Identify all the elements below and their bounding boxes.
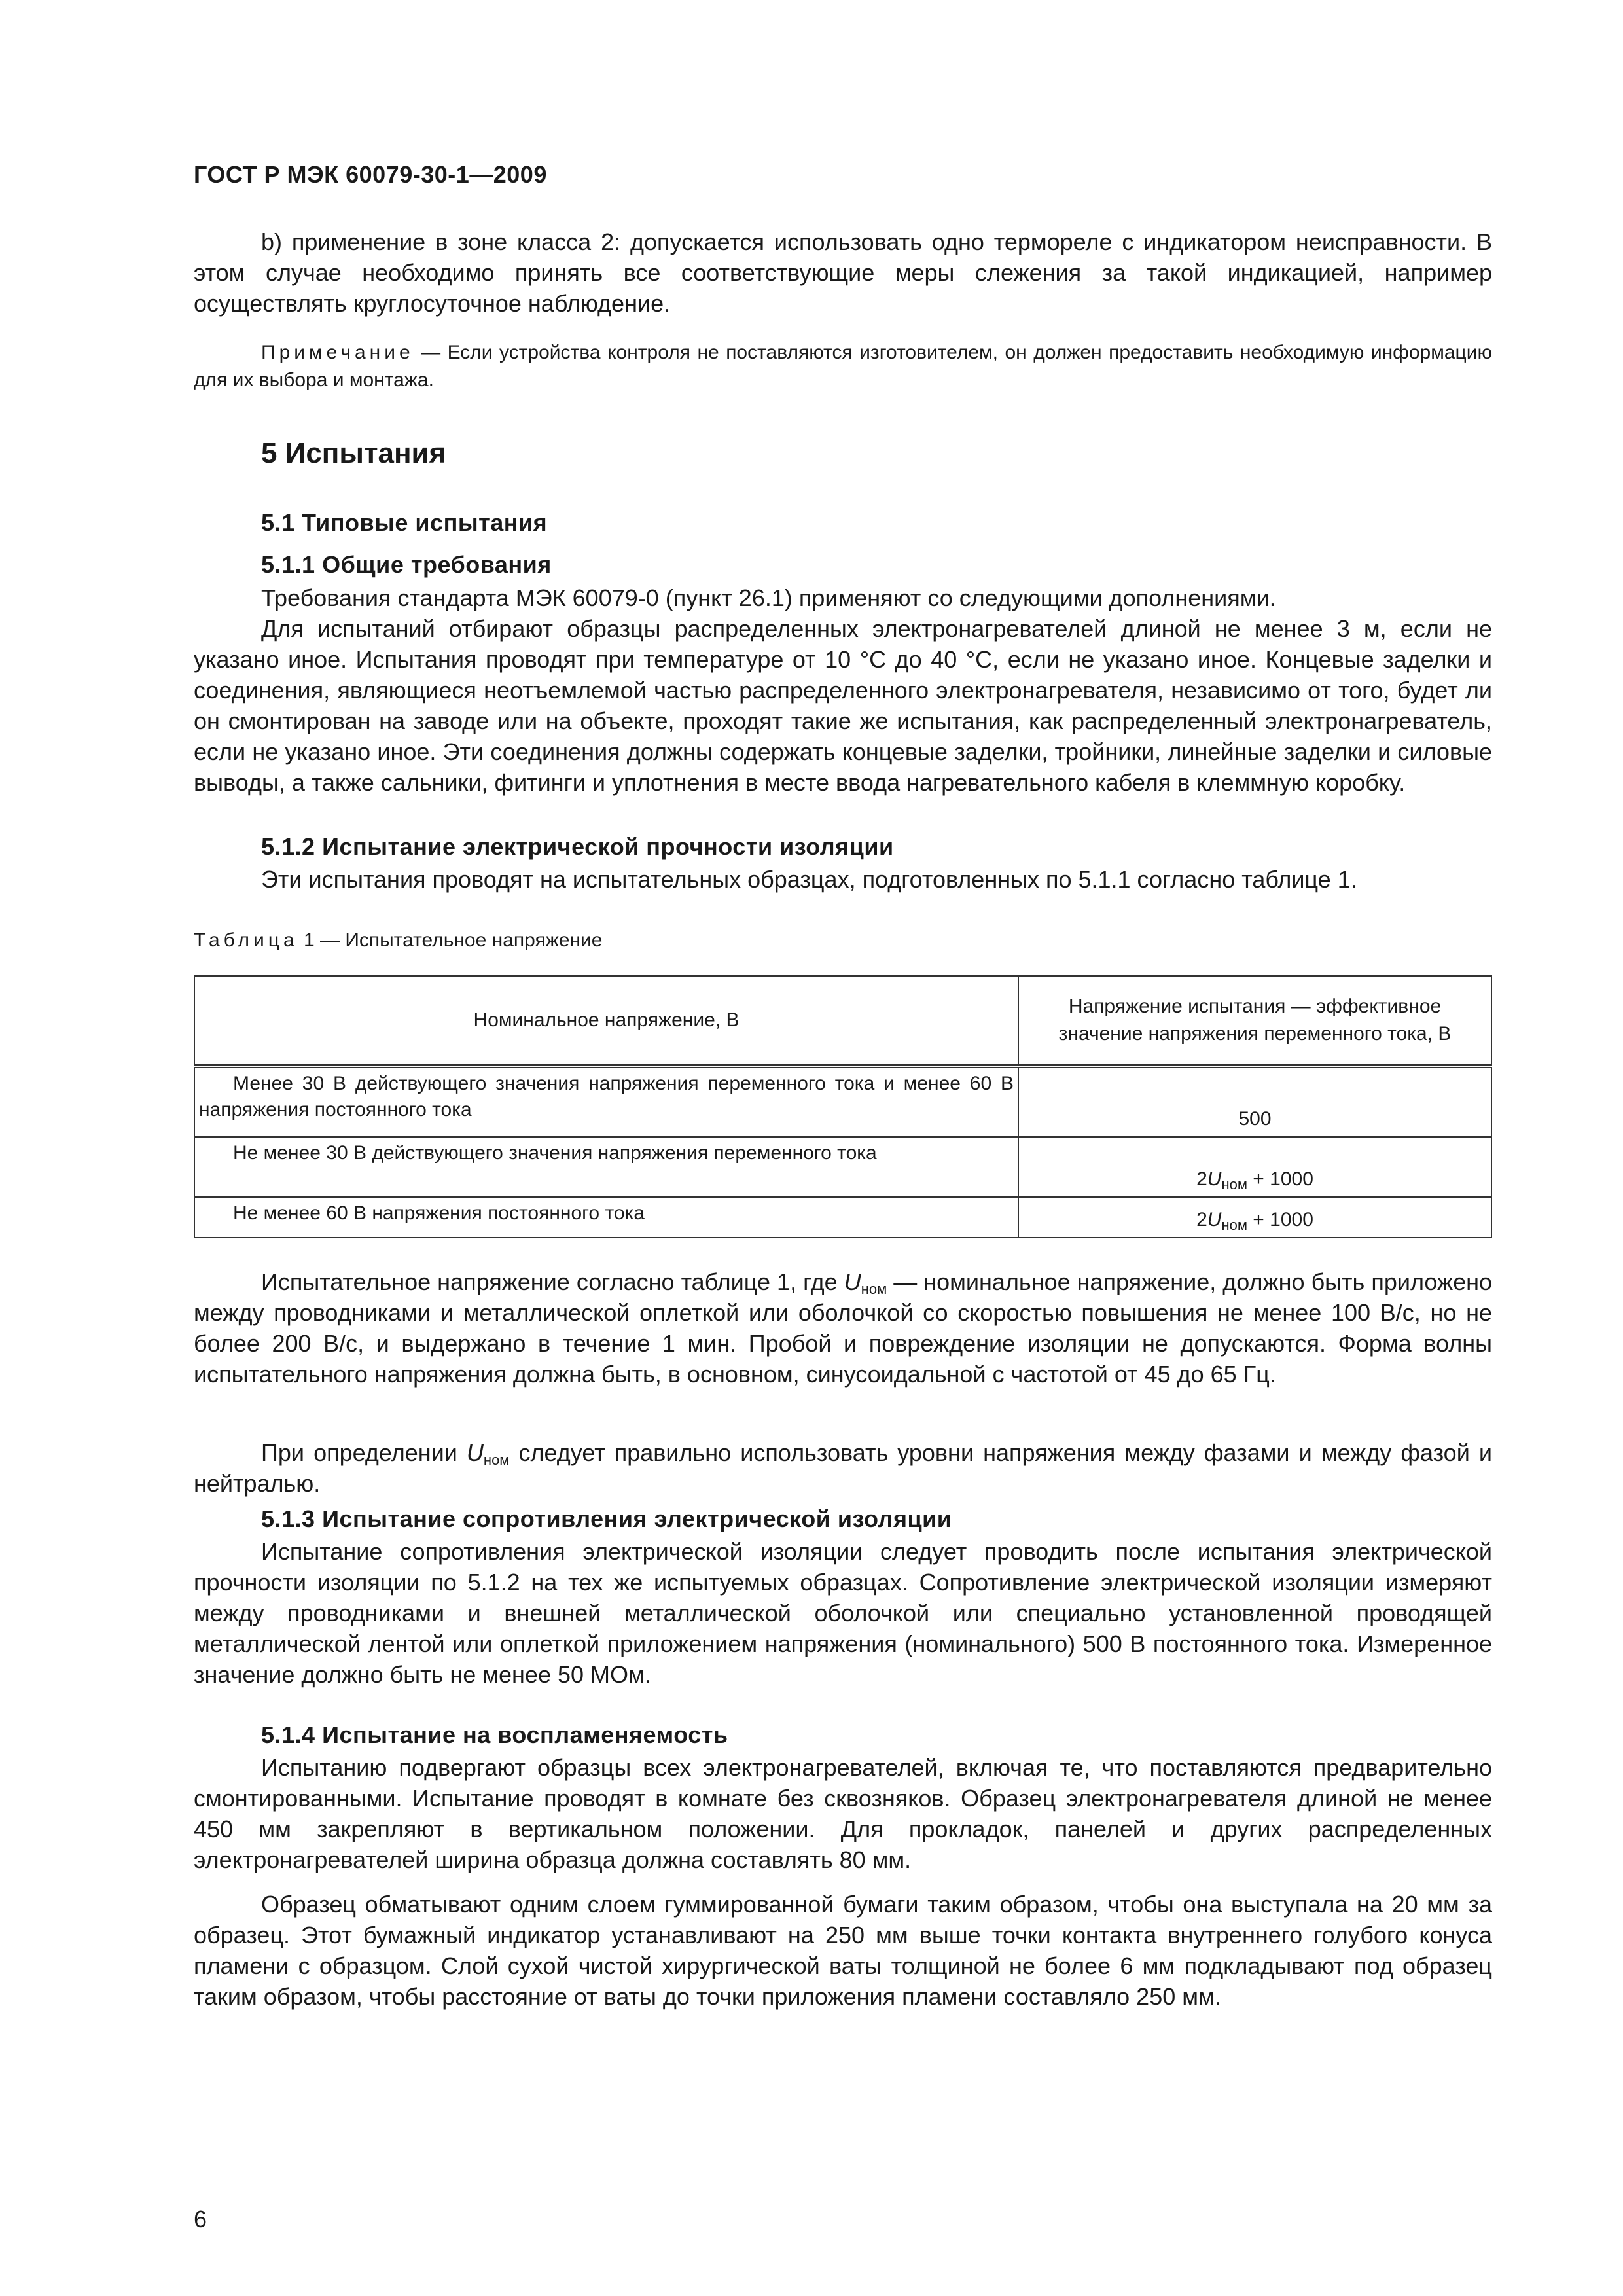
table-row — [194, 1137, 1491, 1197]
formula-variable: U — [1207, 1168, 1222, 1190]
formula-subscript: ном — [1221, 1217, 1247, 1233]
section-5-1-4-title: 5.1.4 Испытание на воспламеняемость — [261, 1721, 728, 1748]
table-cell-test-voltage — [1018, 1197, 1491, 1238]
section-5-1-title: 5.1 Типовые испытания — [261, 509, 548, 536]
paragraph-text: При определении — [261, 1439, 467, 1466]
formula-subscript: ном — [483, 1452, 510, 1468]
paragraph-5-1-2-intro: Эти испытания проводят на испытательных образцах, подготовленных по 5.1.1 согласно таблице 1. — [261, 866, 1357, 893]
section-5-1-1-title: 5.1.1 Общие требования — [261, 551, 552, 578]
section-5-1-2-title: 5.1.2 Испытание электрической прочности изоляции — [261, 833, 894, 860]
table-header-test-voltage-line-2: значение напряжения переменного тока, В — [1058, 1023, 1452, 1045]
note-paragraph — [194, 339, 1492, 394]
table-cell-nominal-voltage: Не менее 30 В действующего значения напряжения переменного тока — [194, 1137, 1018, 1197]
document-header: ГОСТ Р МЭК 60079-30-1—2009 — [194, 161, 547, 188]
formula-variable: U — [844, 1268, 861, 1295]
paragraph-5-1-3: Испытание сопротивления электрической изоляции следует проводить после испытания электрической прочности изоляции по 5.1.2 на тех же испытуемых образцах. Сопротивление электрической изоляции измеряют между проводниками и внешней металлической оболочкой или специально установленной проводящей металлической лентой или оплеткой приложением напряжения (номинального) 500 В постоянного тока. Измеренное значение должно быть не менее 50 МОм. — [194, 1538, 1492, 1688]
paragraph-5-1-1-intro: Требования стандарта МЭК 60079-0 (пункт 26.1) применяют со следующими дополнениями. — [261, 584, 1276, 611]
paragraph-text: — номинальное напряжение, должно быть приложено между проводниками и металлической оплеткой или оболочкой со скоростью повышения не менее 100 В/с, но не более 200 В/с, и выдержано в течение 1 мин. Пробой и повреждение изоляции не допускаются. Форма волны испытательного напряжения должна быть, в основном, синусоидальной с частотой от 45 до 65 Гц. — [194, 1268, 1492, 1388]
formula-variable: U — [466, 1439, 484, 1466]
paragraph-5-1-4-second: Образец обматывают одним слоем гуммированной бумаги таким образом, чтобы она выступала на 20 мм за образец. Этот бумажный индикатор устанавливают на 250 мм выше точки контакта внутреннего голубого конуса пламени с образцом. Слой сухой чистой хирургической ваты толщиной не более 6 мм подкладывают под образец таким образом, чтобы расстояние от ваты до точки приложения пламени составляло 250 мм. — [194, 1891, 1492, 2010]
table-row — [194, 1066, 1491, 1137]
table-cell-nominal-voltage: Не менее 60 В напряжения постоянного тока — [194, 1197, 1018, 1238]
note-text: — Если устройства контроля не поставляются изготовителем, он должен предоставить необходимую информацию для их выбора и монтажа. — [194, 342, 1492, 391]
paragraph-text: следует правильно использовать уровни напряжения между фазами и между фазой и нейтралью. — [194, 1439, 1492, 1497]
test-voltage-table — [194, 975, 1492, 1238]
table-header-row — [194, 976, 1491, 1066]
paragraph-5-1-1-body: Для испытаний отбирают образцы распределенных электронагревателей длиной не менее 3 м, если не указано иное. Испытания проводят при температуре от 10 °С до 40 °С, если не указано иное. Концевые заделки и соединения, являющиеся неотъемлемой частью распределенного электронагревателя, независимо от того, будет ли он смонтирован на заводе или на объекте, проходят такие же испытания, как распределенный электронагреватель, если не указано иное. Эти соединения должны содержать концевые заделки, тройники, линейные заделки и силовые выводы, а также сальники, фитинги и уплотнения в месте ввода нагревательного кабеля в клеммную коробку. — [194, 615, 1492, 796]
formula-coefficient: 2 — [1196, 1209, 1207, 1230]
formula-subscript: ном — [1221, 1176, 1247, 1193]
formula-variable: U — [1207, 1209, 1222, 1230]
table-header-test-voltage-line-1: Напряжение испытания — эффективное — [1068, 996, 1442, 1017]
table-1-caption — [194, 929, 602, 952]
paragraph-item-b: b) применение в зоне класса 2: допускается использовать одно термореле с индикатором неисправности. В этом случае необходимо принять все соответствующие меры слежения за такой индикацией, например осуществлять круглосуточное наблюдение. — [194, 228, 1492, 317]
page-number: 6 — [194, 2206, 207, 2233]
paragraph-unom-definition — [194, 1437, 1492, 1499]
table-header-nominal-voltage: Номинальное напряжение, В — [194, 976, 1018, 1066]
note-label: Примечание — [261, 342, 414, 363]
paragraph-test-voltage — [194, 1266, 1492, 1390]
paragraph-5-1-4-first: Испытанию подвергают образцы всех электронагревателей, включая те, что поставляются предварительно смонтированными. Испытание проводят в комнате без сквозняков. Образец электронагревателя длиной не менее 450 мм закрепляют в вертикальном положении. Для прокладок, панелей и других распределенных электронагревателей ширина образца должна составлять 80 мм. — [194, 1754, 1492, 1873]
formula-addend: + 1000 — [1247, 1168, 1313, 1190]
formula-subscript: ном — [861, 1281, 887, 1297]
table-cell-test-voltage: 500 — [1018, 1066, 1491, 1137]
formula-coefficient: 2 — [1196, 1168, 1207, 1190]
formula-addend: + 1000 — [1247, 1209, 1313, 1230]
section-5-1-3-title: 5.1.3 Испытание сопротивления электрической изоляции — [261, 1505, 952, 1532]
paragraph-text: Испытательное напряжение согласно таблице 1, где — [261, 1268, 844, 1295]
table-row — [194, 1197, 1491, 1238]
table-caption-label: Таблица — [194, 929, 298, 951]
section-5-title: 5 Испытания — [261, 437, 446, 469]
table-cell-nominal-voltage: Менее 30 В действующего значения напряжения переменного тока и менее 60 В напряжения постоянного тока — [194, 1066, 1018, 1137]
table-header-test-voltage — [1018, 976, 1491, 1066]
table-caption-text: 1 — Испытательное напряжение — [298, 929, 603, 951]
table-cell-test-voltage — [1018, 1137, 1491, 1197]
